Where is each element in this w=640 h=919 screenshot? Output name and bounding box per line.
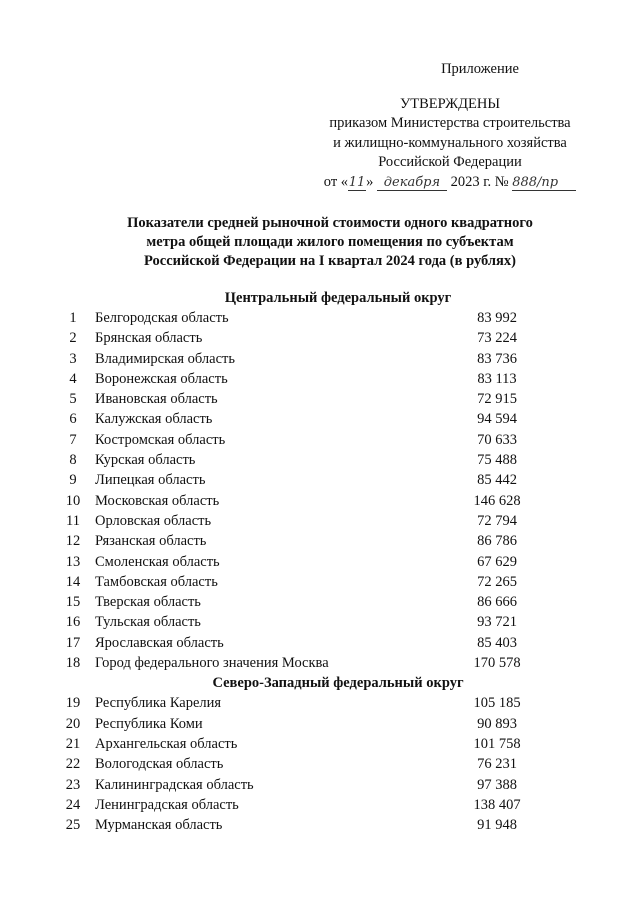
- price-value: 90 893: [477, 715, 517, 732]
- region-name: Орловская область: [95, 512, 212, 529]
- row-number: 12: [65, 533, 81, 550]
- table-row: [62, 389, 562, 409]
- price-value: 91 948: [477, 817, 517, 834]
- price-table: [62, 288, 562, 835]
- district-heading: Северо-Западный федеральный округ: [212, 675, 464, 692]
- title-line-3: Российской Федерации на I квартал 2024 года (в рублях): [144, 253, 516, 269]
- price-value: 72 915: [477, 391, 517, 408]
- price-value: 85 403: [477, 634, 517, 651]
- region-name: Мурманская область: [95, 817, 223, 834]
- region-name: Республика Коми: [95, 715, 203, 732]
- row-number: 6: [69, 411, 77, 428]
- price-value: 86 666: [477, 594, 517, 611]
- price-value: 70 633: [477, 431, 517, 448]
- document-title: [80, 214, 580, 271]
- table-row: [62, 531, 562, 551]
- row-number: 9: [69, 472, 77, 489]
- handwritten-day: 11: [348, 174, 366, 190]
- region-name: Брянская область: [95, 330, 203, 347]
- row-number: 20: [65, 715, 81, 732]
- district-heading: Центральный федеральный округ: [224, 290, 452, 306]
- table-row: [62, 470, 562, 490]
- table-row: [62, 795, 562, 815]
- table-row: [62, 775, 562, 795]
- row-number: 18: [65, 655, 81, 672]
- region-name: Тверская область: [95, 594, 201, 611]
- region-name: Рязанская область: [95, 533, 207, 550]
- region-name: Курская область: [95, 452, 196, 469]
- table-row: [62, 592, 562, 612]
- row-number: 23: [65, 776, 81, 793]
- table-row: [62, 491, 562, 511]
- region-name: Ленинградская область: [95, 796, 239, 813]
- region-name: Владимирская область: [95, 350, 235, 367]
- table-row: [62, 653, 562, 673]
- table-row: [62, 552, 562, 572]
- price-value: 105 185: [473, 695, 521, 712]
- table-row: [62, 450, 562, 470]
- table-row: [62, 328, 562, 348]
- handwritten-order-number: 888/пр: [512, 175, 576, 191]
- row-number: 10: [65, 492, 81, 509]
- row-number: 11: [66, 512, 80, 529]
- price-value: 93 721: [477, 614, 517, 631]
- region-name: Ивановская область: [95, 391, 218, 408]
- row-number: 3: [69, 350, 77, 367]
- region-name: Смоленская область: [95, 553, 220, 570]
- table-row: [62, 369, 562, 389]
- table-row: [62, 734, 562, 754]
- region-name: Вологодская область: [95, 756, 224, 773]
- order-line-3: Российской Федерации: [378, 154, 522, 170]
- row-number: 17: [65, 634, 81, 651]
- region-name: Костромская область: [95, 431, 226, 448]
- region-name: Липецкая область: [95, 472, 206, 489]
- price-value: 73 224: [477, 330, 517, 347]
- region-name: Тульская область: [95, 614, 201, 631]
- price-value: 83 992: [477, 310, 517, 326]
- region-name: Калининградская область: [95, 776, 254, 793]
- row-number: 8: [69, 452, 77, 469]
- region-name: Республика Карелия: [95, 695, 222, 712]
- region-name: Тамбовская область: [95, 573, 218, 590]
- price-value: 94 594: [477, 411, 517, 428]
- title-line-2: метра общей площади жилого помещения по субъектам: [146, 234, 514, 250]
- row-number: 19: [65, 695, 81, 712]
- table-row: [62, 308, 562, 328]
- region-name: Воронежская область: [95, 370, 228, 387]
- price-value: 72 265: [477, 573, 517, 590]
- table-row: [62, 409, 562, 429]
- region-name: Белгородская область: [95, 310, 229, 326]
- row-number: 2: [69, 330, 77, 347]
- order-date-line: [300, 173, 600, 193]
- price-value: 101 758: [473, 735, 521, 752]
- row-number: 16: [65, 614, 81, 631]
- table-row: [62, 430, 562, 450]
- table-row: [62, 349, 562, 369]
- price-value: 75 488: [477, 452, 517, 469]
- table-row: [62, 714, 562, 734]
- approval-header: [300, 60, 600, 192]
- price-value: 67 629: [477, 553, 517, 570]
- table-row: [62, 815, 562, 835]
- region-name: Архангельская область: [95, 735, 238, 752]
- region-name: Ярославская область: [95, 634, 224, 651]
- table-row: [62, 633, 562, 653]
- price-value: 97 388: [477, 776, 517, 793]
- price-value: 83 736: [477, 350, 517, 367]
- table-row: [62, 754, 562, 774]
- table-row: [62, 612, 562, 632]
- row-number: 1: [69, 310, 77, 326]
- price-value: 83 113: [477, 370, 517, 387]
- region-name: Город федерального значения Москва: [95, 655, 329, 672]
- row-number: 5: [69, 391, 77, 408]
- price-value: 76 231: [477, 756, 517, 773]
- row-number: 25: [65, 817, 81, 834]
- row-number: 24: [65, 796, 81, 813]
- price-value: 85 442: [477, 472, 517, 489]
- order-line-2: и жилищно-коммунального хозяйства: [333, 134, 567, 151]
- handwritten-month: декабря: [377, 175, 447, 191]
- approved-label: УТВЕРЖДЕНЫ: [399, 95, 501, 112]
- order-line-1: приказом Министерства строительства: [329, 115, 571, 131]
- row-number: 21: [65, 735, 81, 752]
- table-row: [62, 511, 562, 531]
- row-number: 7: [69, 431, 77, 448]
- date-mid: »: [366, 173, 374, 190]
- price-value: 146 628: [473, 492, 521, 509]
- price-value: 170 578: [473, 655, 521, 672]
- date-year: 2023 г. №: [450, 173, 509, 190]
- row-number: 15: [65, 594, 81, 611]
- price-value: 138 407: [473, 796, 521, 813]
- region-name: Московская область: [95, 492, 220, 509]
- region-name: Калужская область: [95, 411, 213, 428]
- price-value: 72 794: [477, 512, 517, 529]
- appendix-label: Приложение: [441, 61, 519, 77]
- table-row: [62, 572, 562, 592]
- table-row: [62, 693, 562, 713]
- price-value: 86 786: [477, 533, 517, 550]
- row-number: 22: [65, 756, 81, 773]
- row-number: 14: [65, 573, 81, 590]
- row-number: 4: [69, 370, 77, 387]
- row-number: 13: [65, 553, 81, 570]
- date-prefix: от «: [323, 173, 349, 190]
- title-line-1: Показатели средней рыночной стоимости одного квадратного: [127, 215, 533, 231]
